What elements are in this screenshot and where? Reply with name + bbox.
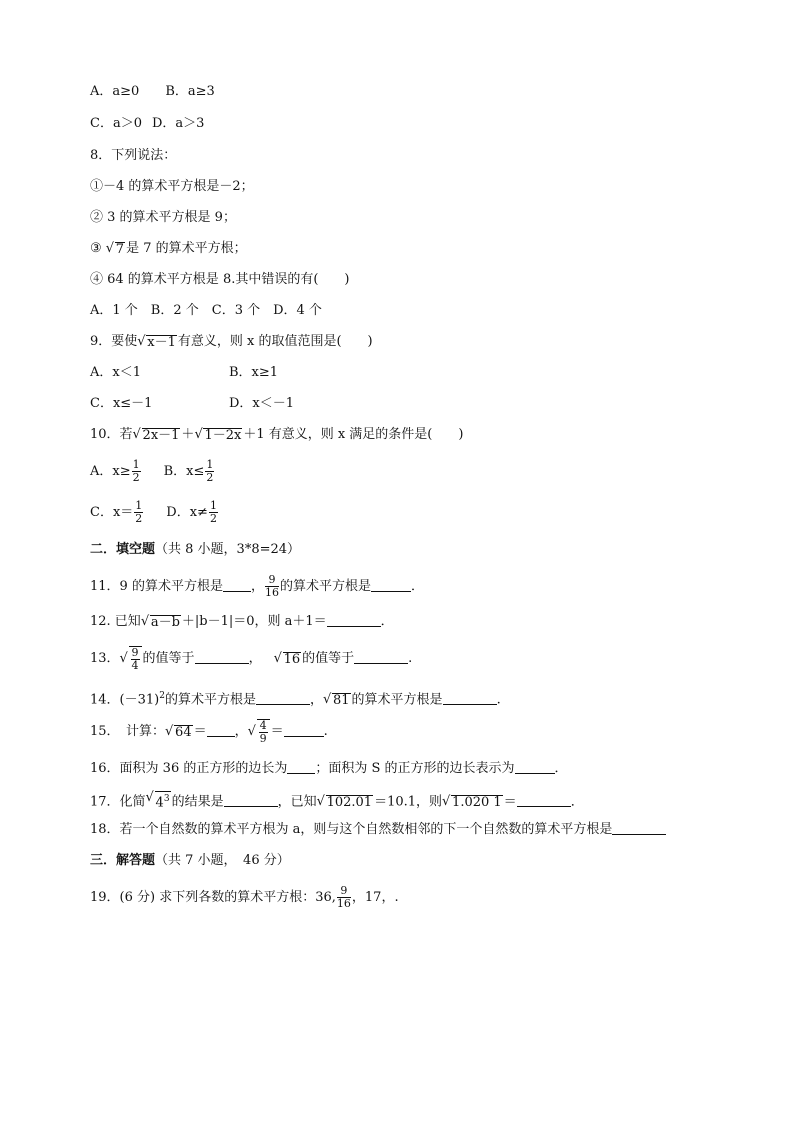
sqrt-symbol: √ a－b [141, 615, 181, 631]
sqrt-symbol: √ 1－2x [194, 428, 242, 444]
answer-blank[interactable] [195, 651, 249, 664]
fraction: $\frac{1}{2}$ [132, 458, 140, 484]
q8-stem: 8．下列说法： [90, 148, 177, 163]
sqrt-symbol: √ 102.01 [317, 795, 374, 811]
fraction: √ $\frac{4}{9}$ [259, 719, 267, 745]
q7-option-b: B．a≥3 [165, 84, 215, 99]
q9-option-d: D．x＜－1 [229, 396, 295, 411]
q9-options-row2 [90, 396, 294, 412]
q10-stem: 10．若√ 2x－1 ＋√ 1－2x ＋1 有意义，则 x 满足的条件是( ) [90, 427, 463, 444]
answer-blank[interactable] [256, 692, 310, 705]
answer-blank[interactable] [284, 724, 324, 737]
q15: 15． 计算：√ 64 ＝ ， √ $\frac{4}{9}$ ＝ . [90, 716, 328, 749]
q18: 18．若一个自然数的算术平方根为 a，则与这个自然数相邻的下一个自然数的算术平方根是 [90, 822, 666, 838]
section-3-heading: 三．解答题（共 7 小题， 46 分） [90, 853, 290, 868]
answer-blank[interactable] [287, 761, 315, 774]
q9-option-c: C．x≤－1 [90, 396, 153, 411]
answer-blank[interactable] [207, 724, 235, 737]
fraction: $\frac{1}{2}$ [206, 458, 214, 484]
q8-statement-2: ② 3 的算术平方根是 9； [90, 210, 236, 225]
q16: 16．面积为 36 的正方形的边长为 ；面积为 S 的正方形的边长表示为 ． [90, 761, 568, 776]
q7-options-row2 [90, 116, 204, 132]
fraction: $\frac{1}{2}$ [135, 499, 143, 525]
sqrt-symbol [120, 643, 142, 677]
q10-options-row1 [90, 457, 215, 487]
answer-blank[interactable] [443, 692, 497, 705]
fraction: $\frac{9}{16}$ [336, 884, 351, 910]
q9-option-b: B．x≥1 [229, 365, 279, 380]
fraction: $\frac{1}{2}$ [209, 499, 217, 525]
q8-statement-3: ③ √ 7 是 7 的算术平方根； [90, 241, 247, 258]
answer-blank[interactable] [517, 794, 571, 807]
q17: 17．化简√ $4^3$ 的结果是 ，已知√ 102.01 ＝10.1，则√ 1.020 1 ＝ ． [90, 791, 584, 811]
section-2-heading: 二．填空题（共 8 小题，3*8=24） [90, 542, 301, 557]
q10-options-row2 [90, 498, 219, 528]
q10-option-c: C．x＝ $\frac{1}{2}$ [90, 499, 143, 525]
q8-options: A．1 个 B．2 个 C．3 个 D．4 个 [90, 303, 322, 318]
sqrt-symbol: √ $4^3$ [146, 791, 171, 811]
q13: 13． √ $\frac{9}{4}$ 的值等于 ，√ 16 的值等于 . [90, 642, 412, 677]
answer-blank[interactable] [612, 822, 666, 835]
q9-options-row1 [90, 365, 278, 381]
q7-options-row1 [90, 84, 215, 100]
q10-option-b: B．x≤ $\frac{1}{2}$ [163, 458, 214, 484]
q14: 14．$(-31)^2$的算术平方根是 ，√ 81 的算术平方根是 . [90, 688, 501, 709]
answer-blank[interactable] [327, 614, 381, 627]
q10-option-d: D．x≠ $\frac{1}{2}$ [166, 499, 217, 525]
q8-statement-1: ①－4 的算术平方根是－2； [90, 179, 254, 194]
q8-statement-4: ④ 64 的算术平方根是 8.其中错误的有( ) [90, 272, 350, 287]
q7-option-d: D．a＞3 [151, 116, 205, 131]
q19: 19．(6 分) 求下列各数的算术平方根：36, $\frac{9}{16}$ ，17，. [90, 884, 399, 910]
sqrt-symbol: √ 7 [106, 242, 125, 258]
answer-blank[interactable] [354, 651, 408, 664]
q7-option-a: A．a≥0 [90, 84, 140, 99]
q9-stem: 9．要使√ x－1 有意义，则 x 的取值范围是( ) [90, 334, 373, 351]
q12: 12. 已知√ a－b ＋|b－1|＝0，则 a＋1＝ ． [90, 614, 394, 631]
q7-option-c: C．a＞0 [90, 116, 142, 131]
sqrt-symbol: √ 81 [323, 693, 351, 709]
circled-3: ③ [90, 241, 106, 256]
answer-blank[interactable] [371, 579, 411, 592]
sqrt-symbol: √ 64 [165, 717, 193, 749]
q9-option-a: A．x＜1 [90, 365, 141, 380]
sqrt-symbol: √ 1.020 1 [442, 795, 503, 811]
answer-blank[interactable] [223, 579, 251, 592]
sqrt-symbol [248, 717, 270, 749]
fraction: $\frac{9}{16}$ [264, 573, 279, 599]
answer-blank[interactable] [224, 794, 278, 807]
answer-blank[interactable] [515, 761, 555, 774]
q11: 11．9 的算术平方根是 ， $\frac{9}{16}$ 的算术平方根是 ． [90, 573, 424, 599]
sqrt-symbol: √ x－1 [137, 335, 177, 351]
fraction: √ $\frac{9}{4}$ [131, 646, 139, 672]
sqrt-symbol: √ 2x－1 [133, 428, 181, 444]
q10-option-a: A．x≥ $\frac{1}{2}$ [90, 458, 140, 484]
sqrt-symbol: √ 16 [274, 643, 302, 677]
